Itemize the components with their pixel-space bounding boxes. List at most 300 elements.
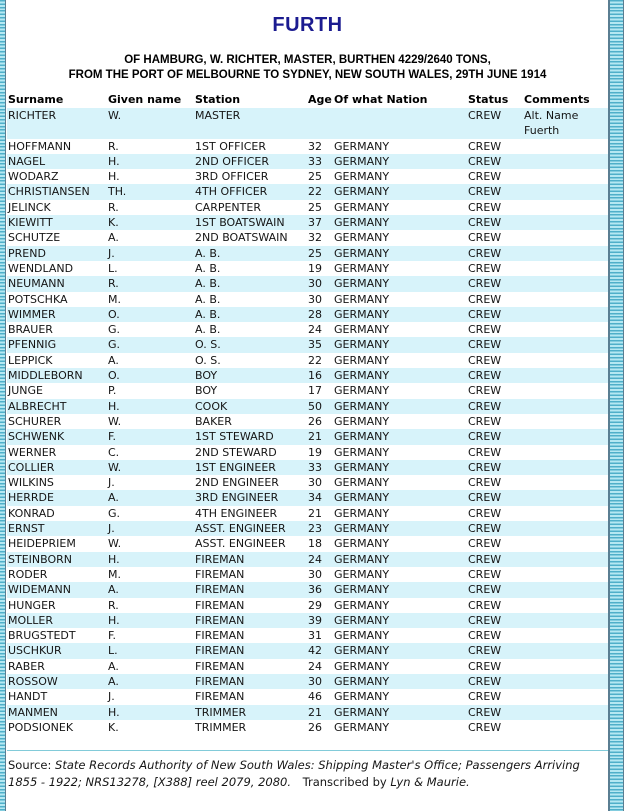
cell-status: CREW (468, 659, 502, 673)
cell-comments (523, 705, 608, 720)
table-row (7, 322, 608, 337)
table-row (7, 567, 608, 582)
cell-status: CREW (468, 583, 502, 597)
cell-given-name: G. (108, 323, 121, 337)
cell-given-name: K. (108, 720, 119, 734)
cell-status: CREW (468, 537, 502, 551)
cell-station: FIREMAN (195, 583, 245, 597)
cell-station: 4TH OFFICER (195, 185, 268, 199)
cell-age: 30 (308, 292, 322, 306)
cell-comments (523, 659, 608, 674)
cell-age: 50 (308, 399, 322, 413)
cell-comments (523, 490, 608, 505)
cell-age: 21 (308, 430, 322, 444)
cell-age: 30 (308, 674, 322, 688)
cell-given-name: H. (108, 705, 120, 719)
cell-status: CREW (468, 109, 502, 122)
cell-nation: GERMANY (334, 690, 390, 704)
cell-comments (523, 399, 608, 414)
cell-surname: NAGEL (8, 154, 46, 168)
source-label: Source: (8, 758, 52, 773)
cell-station: 3RD OFFICER (195, 170, 269, 184)
cell-age: 33 (308, 154, 322, 168)
cell-station: FIREMAN (195, 598, 245, 612)
cell-surname: MANMEN (8, 705, 58, 719)
cell-surname: RICHTER (8, 109, 57, 122)
cell-comments (523, 674, 608, 689)
table-row (7, 689, 608, 704)
table-row (7, 108, 608, 139)
cell-comments (523, 536, 608, 551)
cell-surname: HERRDE (8, 491, 54, 505)
cell-status: CREW (468, 338, 502, 352)
cell-given-name: K. (108, 216, 119, 230)
cell-status: CREW (468, 460, 502, 474)
cell-station: FIREMAN (195, 552, 245, 566)
table-row (7, 521, 608, 536)
column-header-station: Station (195, 93, 241, 106)
cell-age: 29 (308, 598, 322, 612)
cell-age: 25 (308, 200, 322, 214)
cell-status: CREW (468, 430, 502, 444)
cell-station: BAKER (195, 414, 232, 428)
column-header-comments: Comments (524, 93, 590, 106)
cell-age: 30 (308, 277, 322, 291)
cell-status: CREW (468, 476, 502, 490)
table-row (7, 337, 608, 352)
cell-nation: GERMANY (334, 506, 390, 520)
cell-surname: HUNGER (8, 598, 56, 612)
cell-status: CREW (468, 414, 502, 428)
source-footer (7, 750, 608, 791)
table-row (7, 628, 608, 643)
cell-surname: SCHUTZE (8, 231, 61, 245)
cell-nation: GERMANY (334, 399, 390, 413)
cell-station: 2ND ENGINEER (195, 476, 279, 490)
cell-station: ASST. ENGINEER (195, 522, 286, 536)
cell-station: 2ND STEWARD (195, 445, 277, 459)
cell-age: 36 (308, 583, 322, 597)
cell-station: ASST. ENGINEER (195, 537, 286, 551)
cell-age: 28 (308, 307, 322, 321)
cell-comments (523, 628, 608, 643)
cell-station: 1ST OFFICER (195, 139, 267, 153)
column-header-age: Age (308, 93, 332, 106)
cell-given-name: C. (108, 445, 120, 459)
cell-surname: WERNER (8, 445, 57, 459)
cell-age: 32 (308, 139, 322, 153)
cell-age: 26 (308, 720, 322, 734)
table-row (7, 383, 608, 398)
cell-station: FIREMAN (195, 644, 245, 658)
cell-age: 26 (308, 414, 322, 428)
subtitle-line-2: FROM THE PORT OF MELBOURNE TO SYDNEY, NEW SOUTH WALES, 29TH JUNE 1914 (68, 69, 547, 81)
cell-given-name: J. (108, 476, 115, 490)
cell-surname: PFENNIG (8, 338, 57, 352)
cell-age: 21 (308, 506, 322, 520)
cell-nation: GERMANY (334, 231, 390, 245)
cell-nation: GERMANY (334, 170, 390, 184)
table-row (7, 368, 608, 383)
cell-station: A. B. (195, 292, 221, 306)
cell-given-name: J. (108, 246, 115, 260)
cell-surname: NEUMANN (8, 277, 65, 291)
cell-status: CREW (468, 384, 502, 398)
column-header-given-name: Given name (108, 93, 182, 106)
cell-comments (523, 598, 608, 613)
cell-comments (523, 246, 608, 261)
cell-surname: PODSIONEK (8, 720, 74, 734)
cell-station: FIREMAN (195, 613, 245, 627)
cell-age: 30 (308, 567, 322, 581)
cell-given-name: F. (108, 430, 117, 444)
cell-given-name: A. (108, 583, 119, 597)
cell-surname: JUNGE (8, 384, 43, 398)
cell-nation: GERMANY (334, 353, 390, 367)
cell-given-name: R. (108, 277, 119, 291)
cell-comments (523, 521, 608, 536)
cell-comments (523, 337, 608, 352)
cell-station: COOK (195, 399, 228, 413)
cell-comments (523, 689, 608, 704)
table-row (7, 184, 608, 199)
cell-nation: GERMANY (334, 139, 390, 153)
cell-comments (523, 276, 608, 291)
table-row (7, 169, 608, 184)
cell-given-name: R. (108, 598, 119, 612)
cell-status: CREW (468, 506, 502, 520)
cell-given-name: A. (108, 491, 119, 505)
cell-surname: KIEWITT (8, 216, 53, 230)
cell-station: FIREMAN (195, 674, 245, 688)
cell-status: CREW (468, 154, 502, 168)
cell-given-name: G. (108, 506, 121, 520)
cell-nation: GERMANY (334, 705, 390, 719)
table-row (7, 506, 608, 521)
table-row (7, 353, 608, 368)
cell-surname: PREND (8, 246, 46, 260)
cell-surname: MOLLER (8, 613, 53, 627)
cell-status: CREW (468, 231, 502, 245)
cell-nation: GERMANY (334, 200, 390, 214)
cell-comments (523, 643, 608, 658)
cell-given-name: M. (108, 292, 121, 306)
cell-comments (523, 414, 608, 429)
cell-status: CREW (468, 353, 502, 367)
cell-age: 33 (308, 460, 322, 474)
cell-age: 21 (308, 705, 322, 719)
cell-given-name: J. (108, 690, 115, 704)
cell-given-name: H. (108, 613, 120, 627)
cell-status: CREW (468, 690, 502, 704)
cell-comments (523, 383, 608, 398)
cell-age: 16 (308, 369, 322, 383)
table-row (7, 598, 608, 613)
cell-given-name: TH. (108, 185, 127, 199)
cell-surname: MIDDLEBORN (8, 369, 83, 383)
cell-surname: CHRISTIANSEN (8, 185, 90, 199)
cell-status: CREW (468, 277, 502, 291)
cell-surname: COLLIER (8, 460, 55, 474)
cell-given-name: O. (108, 369, 120, 383)
cell-station: 2ND OFFICER (195, 154, 270, 168)
cell-surname: KONRAD (8, 506, 55, 520)
cell-station: BOY (195, 384, 218, 398)
cell-nation: GERMANY (334, 307, 390, 321)
cell-comments (523, 368, 608, 383)
cell-given-name: H. (108, 170, 120, 184)
cell-age: 24 (308, 659, 322, 673)
cell-nation: GERMANY (334, 384, 390, 398)
cell-age: 17 (308, 384, 322, 398)
cell-given-name: H. (108, 399, 120, 413)
cell-age: 22 (308, 353, 322, 367)
cell-comments (523, 460, 608, 475)
cell-given-name: J. (108, 522, 115, 536)
cell-nation: GERMANY (334, 323, 390, 337)
decorative-border-right (608, 0, 624, 811)
cell-station: A. B. (195, 277, 221, 291)
cell-age: 19 (308, 445, 322, 459)
table-row (7, 445, 608, 460)
cell-nation: GERMANY (334, 659, 390, 673)
cell-nation: GERMANY (334, 720, 390, 734)
cell-surname: RODER (8, 567, 48, 581)
cell-given-name: A. (108, 231, 119, 245)
cell-status: CREW (468, 399, 502, 413)
cell-status: CREW (468, 369, 502, 383)
cell-status: CREW (468, 567, 502, 581)
cell-comments (523, 261, 608, 276)
cell-given-name: H. (108, 552, 120, 566)
table-row (7, 643, 608, 658)
cell-nation: GERMANY (334, 613, 390, 627)
cell-given-name: O. (108, 307, 120, 321)
cell-age: 22 (308, 185, 322, 199)
cell-comments (523, 445, 608, 460)
cell-age: 25 (308, 246, 322, 260)
cell-comments (523, 322, 608, 337)
cell-station: 4TH ENGINEER (195, 506, 278, 520)
cell-comments (523, 169, 608, 184)
cell-given-name: W. (108, 414, 122, 428)
cell-station: FIREMAN (195, 567, 245, 581)
cell-age: 23 (308, 522, 322, 536)
cell-comments (523, 139, 608, 154)
crew-table-header-row (7, 91, 608, 108)
cell-comments (523, 215, 608, 230)
cell-nation: GERMANY (334, 522, 390, 536)
cell-station: CARPENTER (195, 200, 261, 214)
cell-status: CREW (468, 552, 502, 566)
cell-surname: WILKINS (8, 476, 54, 490)
cell-age: 34 (308, 491, 322, 505)
cell-comments (523, 184, 608, 199)
cell-nation: GERMANY (334, 552, 390, 566)
cell-surname: JELINCK (8, 200, 51, 214)
table-row (7, 582, 608, 597)
table-row (7, 475, 608, 490)
cell-given-name: P. (108, 384, 117, 398)
cell-age: 42 (308, 644, 322, 658)
cell-nation: GERMANY (334, 537, 390, 551)
cell-comments (523, 613, 608, 628)
cell-given-name: L. (108, 261, 118, 275)
cell-status: CREW (468, 200, 502, 214)
table-row (7, 215, 608, 230)
cell-given-name: F. (108, 629, 117, 643)
table-row (7, 536, 608, 551)
cell-station: TRIMMER (195, 720, 247, 734)
cell-station: BOY (195, 369, 218, 383)
cell-age: 24 (308, 552, 322, 566)
cell-comments: Alt. Name Fuerth (524, 109, 579, 138)
cell-station: FIREMAN (195, 690, 245, 704)
cell-station: FIREMAN (195, 629, 245, 643)
cell-surname: WODARZ (8, 170, 59, 184)
transcribed-label: Transcribed by (302, 775, 387, 790)
cell-nation: GERMANY (334, 277, 390, 291)
cell-status: CREW (468, 522, 502, 536)
cell-status: CREW (468, 674, 502, 688)
cell-nation: GERMANY (334, 491, 390, 505)
table-row (7, 200, 608, 215)
cell-surname: ALBRECHT (8, 399, 67, 413)
cell-nation: GERMANY (334, 154, 390, 168)
table-row (7, 674, 608, 689)
cell-comments (523, 720, 608, 735)
cell-nation: GERMANY (334, 414, 390, 428)
cell-surname: STEINBORN (8, 552, 73, 566)
cell-surname: WIDEMANN (8, 583, 72, 597)
table-row (7, 261, 608, 276)
cell-nation: GERMANY (334, 292, 390, 306)
cell-surname: WIMMER (8, 307, 56, 321)
cell-surname: LEPPICK (8, 353, 53, 367)
page-content (7, 0, 608, 791)
cell-station: FIREMAN (195, 659, 245, 673)
table-row (7, 460, 608, 475)
cell-given-name: R. (108, 200, 119, 214)
cell-comments (523, 230, 608, 245)
cell-status: CREW (468, 261, 502, 275)
cell-nation: GERMANY (334, 338, 390, 352)
cell-surname: HEIDEPRIEM (8, 537, 76, 551)
cell-status: CREW (468, 139, 502, 153)
cell-age: 24 (308, 323, 322, 337)
cell-nation: GERMANY (334, 246, 390, 260)
table-row (7, 399, 608, 414)
cell-comments (523, 353, 608, 368)
cell-comments (523, 200, 608, 215)
cell-comments (523, 475, 608, 490)
cell-comments (523, 154, 608, 169)
cell-age: 32 (308, 231, 322, 245)
cell-surname: POTSCHKA (8, 292, 68, 306)
cell-comments (523, 552, 608, 567)
cell-nation: GERMANY (334, 185, 390, 199)
cell-nation: GERMANY (334, 445, 390, 459)
cell-age: 31 (308, 629, 322, 643)
transcribed-by: Lyn & Maurie. (390, 775, 470, 790)
voyage-subtitle (7, 53, 608, 83)
cell-station: O. S. (195, 338, 221, 352)
table-row (7, 246, 608, 261)
column-header-nation: Of what Nation (334, 93, 428, 106)
cell-surname: ROSSOW (8, 674, 58, 688)
table-row (7, 230, 608, 245)
cell-comments (523, 307, 608, 322)
cell-status: CREW (468, 613, 502, 627)
cell-age: 19 (308, 261, 322, 275)
cell-status: CREW (468, 491, 502, 505)
column-header-status: Status (468, 93, 509, 106)
cell-comments (523, 292, 608, 307)
cell-comments (523, 506, 608, 521)
cell-nation: GERMANY (334, 598, 390, 612)
cell-status: CREW (468, 629, 502, 643)
cell-station: 1ST STEWARD (195, 430, 274, 444)
cell-given-name: G. (108, 338, 121, 352)
table-row (7, 613, 608, 628)
table-row (7, 429, 608, 444)
cell-surname: WENDLAND (8, 261, 74, 275)
table-row (7, 659, 608, 674)
table-row (7, 307, 608, 322)
cell-station: 3RD ENGINEER (195, 491, 279, 505)
cell-station: A. B. (195, 307, 221, 321)
cell-surname: USCHKUR (8, 644, 62, 658)
cell-age: 35 (308, 338, 322, 352)
cell-age: 25 (308, 170, 322, 184)
cell-nation: GERMANY (334, 216, 390, 230)
cell-nation: GERMANY (334, 674, 390, 688)
cell-nation: GERMANY (334, 629, 390, 643)
cell-age: 37 (308, 216, 322, 230)
table-row (7, 552, 608, 567)
cell-comments (523, 429, 608, 444)
cell-status: CREW (468, 323, 502, 337)
cell-nation: GERMANY (334, 583, 390, 597)
decorative-border-left (0, 0, 6, 811)
cell-given-name: M. (108, 567, 121, 581)
cell-nation: GERMANY (334, 460, 390, 474)
cell-surname: HANDT (8, 690, 48, 704)
cell-nation: GERMANY (334, 369, 390, 383)
cell-nation (333, 108, 467, 139)
cell-surname: HOFFMANN (8, 139, 72, 153)
table-row (7, 705, 608, 720)
cell-station: 2ND BOATSWAIN (195, 231, 288, 245)
source-citation: State Records Authority of New South Wales: Shipping Master's Office; Passengers Arriving 1855 - 1922; NRS13278, [X388] reel 2079, 2080. (8, 758, 580, 790)
cell-given-name: A. (108, 659, 119, 673)
cell-station: 1ST ENGINEER (195, 460, 276, 474)
cell-status: CREW (468, 705, 502, 719)
table-row (7, 139, 608, 154)
cell-station: A. B. (195, 323, 221, 337)
cell-given-name: W. (108, 537, 122, 551)
cell-surname: BRUGSTEDT (8, 629, 76, 643)
cell-status: CREW (468, 445, 502, 459)
subtitle-line-1: OF HAMBURG, W. RICHTER, MASTER, BURTHEN 4229/2640 TONS, (124, 54, 491, 66)
cell-nation: GERMANY (334, 644, 390, 658)
cell-age: 18 (308, 537, 322, 551)
table-row (7, 154, 608, 169)
cell-station: 1ST BOATSWAIN (195, 216, 285, 230)
cell-nation: GERMANY (334, 430, 390, 444)
cell-station: TRIMMER (195, 705, 247, 719)
cell-surname: BRAUER (8, 323, 53, 337)
